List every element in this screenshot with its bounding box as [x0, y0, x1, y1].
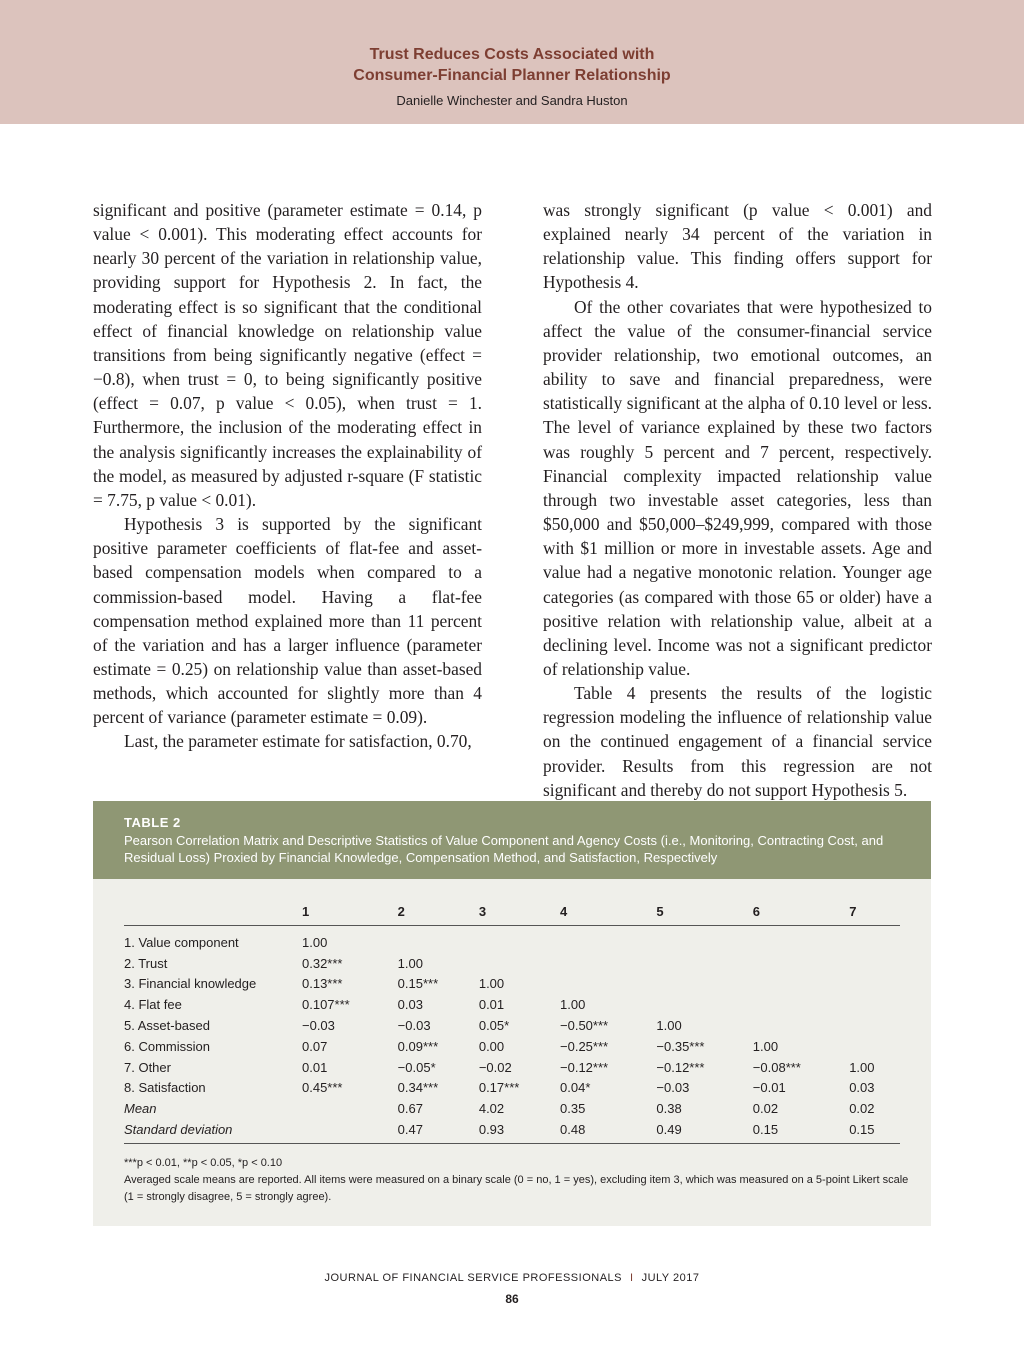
body-paragraph: Table 4 presents the results of the logistic regression modeling the influence of relationship value on the continued engagement of a financial service provider. Results from this regression are not significant and thereby do not support Hypothesis 5.	[543, 683, 932, 800]
table-cell: 0.38	[656, 1101, 682, 1117]
table-cell	[849, 1015, 900, 1036]
table-cell: 0.13***	[302, 976, 343, 992]
table-cell: 0.49	[656, 1119, 752, 1143]
table-cell: −0.25***	[560, 1038, 609, 1054]
table-cell: 0.15	[753, 1119, 849, 1143]
table-cell	[560, 926, 656, 953]
table-cell: 1.00	[302, 934, 328, 950]
table-cell	[302, 1098, 398, 1119]
page-footer	[0, 1272, 1024, 1284]
row-label: 7. Other	[124, 1059, 171, 1075]
table-row	[124, 953, 900, 974]
column-header: 3	[479, 897, 560, 926]
table-cell: 0.35	[560, 1101, 586, 1117]
table-caption: Pearson Correlation Matrix and Descriptive Statistics of Value Component and Agency Costs (i.e., Monitoring, Contracting Cost, and Residual Loss) Proxied by Financial Knowledge, Compensation Method, and Satisfaction, Respectively	[124, 833, 884, 865]
table-cell	[479, 953, 560, 974]
table-row	[124, 1057, 900, 1078]
table-cell	[656, 974, 752, 995]
table-cell: 1.00	[560, 997, 586, 1013]
table-cell: −0.03	[656, 1080, 690, 1096]
left-column	[93, 198, 482, 754]
table-row	[124, 1098, 900, 1119]
table-cell: −0.05*	[397, 1059, 436, 1075]
table-cell	[849, 974, 900, 995]
table-2-panel	[93, 801, 931, 1226]
table-cell	[849, 953, 900, 974]
row-label: 6. Commission	[124, 1038, 210, 1054]
right-column	[543, 198, 932, 802]
body-paragraph: significant and positive (parameter estimate = 0.14, p value < 0.001). This moderating effect accounts for nearly 30 percent of the variation in relationship value, providing support for Hypothesis 2. In fact, the moderating effect is so significant that the conditional effect of financial knowledge on relationship value transitions from being significantly negative (effect = −0.8), when trust = 0, to being significantly positive (effect = 0.07, p value < 0.05), when trust = 1. Furthermore, the inclusion of the moderating effect in the analysis significantly increases the explainability of the model, as measured by adjusted r-square (F statistic = 7.75, p value < 0.01).	[93, 200, 482, 510]
table-cell	[849, 994, 900, 1015]
journal-name: JOURNAL OF FINANCIAL SERVICE PROFESSIONALS	[324, 1272, 622, 1284]
table-cell: 0.107***	[302, 997, 350, 1013]
body-paragraph: was strongly significant (p value < 0.001) and explained nearly 34 percent of the variation in relationship value. This finding offers support for Hypothesis 4.	[543, 200, 932, 293]
table-cell: 0.01	[302, 1059, 328, 1075]
column-header: 5	[656, 897, 752, 926]
table-cell: −0.35***	[656, 1038, 705, 1054]
table-notes	[124, 1155, 914, 1206]
table-cell: 0.02	[752, 1101, 779, 1117]
table-header-row	[124, 897, 900, 926]
body-paragraph: Last, the parameter estimate for satisfaction, 0.70,	[124, 731, 472, 752]
table-cell	[479, 926, 560, 953]
table-cell: 0.32***	[302, 955, 343, 971]
table-cell: 0.34***	[397, 1080, 439, 1096]
article-title-line2: Consumer-Financial Planner Relationship	[353, 67, 671, 84]
row-label: 4. Flat fee	[124, 997, 182, 1013]
table-header-band	[93, 801, 931, 879]
table-label: TABLE 2	[124, 815, 181, 830]
table-cell	[656, 953, 752, 974]
significance-note: ***p < 0.01, **p < 0.05, *p < 0.10	[124, 1157, 283, 1169]
row-label: 5. Asset-based	[124, 1018, 210, 1034]
running-header	[0, 0, 1024, 124]
table-cell: −0.02	[478, 1059, 512, 1075]
table-row	[124, 926, 900, 953]
table-cell: 0.47	[398, 1119, 479, 1143]
table-cell: 1.00	[752, 1038, 779, 1054]
table-cell	[656, 926, 752, 953]
table-cell: 0.17***	[478, 1080, 520, 1096]
table-cell	[560, 974, 656, 995]
table-cell: 1.00	[397, 955, 423, 971]
table-cell: 4.02	[478, 1101, 505, 1117]
table-cell: 0.07	[302, 1038, 328, 1054]
table-cell: 1.00	[478, 976, 505, 992]
column-header: 6	[753, 897, 849, 926]
table-cell: 0.09***	[397, 1038, 439, 1054]
table-row	[124, 1036, 900, 1057]
table-cell	[302, 1119, 398, 1143]
row-label: Standard deviation	[124, 1119, 302, 1143]
column-header: 2	[398, 897, 479, 926]
table-cell	[753, 953, 849, 974]
table-cell: −0.03	[397, 1018, 431, 1034]
table-cell: 0.03	[849, 1080, 875, 1096]
table-cell: −0.03	[302, 1018, 335, 1034]
table-cell	[656, 994, 752, 1015]
table-cell	[849, 926, 900, 953]
table-cell: −0.50***	[560, 1018, 609, 1034]
table-cell: 1.00	[849, 1059, 875, 1075]
table-row	[124, 974, 900, 995]
table-cell	[753, 994, 849, 1015]
correlation-matrix-table	[124, 897, 900, 1144]
table-cell: 0.15***	[397, 976, 439, 992]
table-cell: −0.12***	[656, 1059, 705, 1075]
table-cell: −0.08***	[752, 1059, 801, 1075]
body-paragraph: Of the other covariates that were hypothesized to affect the value of the consumer-financial service provider relationship, two emotional outcomes, an ability to save and financial preparedness, were statistically significant at the alpha of 0.10 level or less. The level of variance explained by these two factors was roughly 5 percent and 7 percent, respectively. Financial complexity impacted relationship value through two investable asset categories, less than $50,000 and $50,000–$249,999, compared with those with $1 million or more in investable assets. Age and value had a negative monotonic relation. Younger age categories (as compared with those 65 or older) have a positive relation with relationship value, albeit at a declining level. Income was not a significant predictor of relationship value.	[543, 296, 932, 679]
table-cell	[753, 974, 849, 995]
table-cell: 0.48	[560, 1119, 656, 1143]
article-authors: Danielle Winchester and Sandra Huston	[396, 93, 628, 108]
table-cell	[560, 953, 656, 974]
scale-note: Averaged scale means are reported. All items were measured on a binary scale (0 = no, 1 = yes), excluding item 3, which was measured on a 5-point Likert scale (1 = strongly disagree, 5 = strongly agree).	[124, 1174, 909, 1203]
issue-date: JULY 2017	[641, 1272, 700, 1284]
footer-separator: I	[630, 1272, 634, 1284]
body-paragraph: Hypothesis 3 is supported by the significant positive parameter coefficients of flat-fee and asset-based compensation models when compared to a commission-based model. Having a flat-fee compensation method explained more than 11 percent of the variation and has a larger influence (parameter estimate = 0.25) on relationship value than asset-based methods, which accounted for slightly more than 4 percent of variance (parameter estimate = 0.09).	[93, 514, 482, 728]
table-cell	[753, 926, 849, 953]
row-label: Mean	[124, 1101, 157, 1117]
row-label: 1. Value component	[124, 934, 239, 950]
row-label: 3. Financial knowledge	[124, 976, 257, 992]
page-number: 86	[505, 1292, 519, 1306]
table-row	[124, 1015, 900, 1036]
table-cell: 1.00	[656, 1018, 682, 1034]
row-label: 8. Satisfaction	[124, 1080, 206, 1096]
table-cell	[849, 1036, 900, 1057]
column-header: 1	[302, 897, 398, 926]
table-cell: 0.02	[849, 1101, 875, 1117]
row-label: 2. Trust	[124, 955, 168, 971]
column-header	[124, 897, 302, 926]
table-cell: 0.00	[478, 1038, 505, 1054]
column-header: 7	[849, 897, 900, 926]
table-cell: 0.03	[397, 997, 423, 1013]
table-row	[124, 1078, 900, 1099]
table-cell: 0.15	[849, 1119, 900, 1143]
table-cell	[753, 1015, 849, 1036]
table-cell	[398, 926, 479, 953]
table-cell: 0.04*	[560, 1080, 591, 1096]
table-row	[124, 994, 900, 1015]
table-row	[124, 1119, 900, 1143]
table-cell: 0.01	[478, 997, 505, 1013]
column-header: 4	[560, 897, 656, 926]
table-cell: −0.01	[752, 1080, 786, 1096]
table-cell: 0.67	[397, 1101, 423, 1117]
table-cell: 0.93	[479, 1119, 560, 1143]
table-cell: 0.45***	[302, 1080, 343, 1096]
article-title-line1: Trust Reduces Costs Associated with	[369, 46, 655, 63]
table-cell: 0.05*	[478, 1018, 510, 1034]
table-cell: −0.12***	[560, 1059, 609, 1075]
